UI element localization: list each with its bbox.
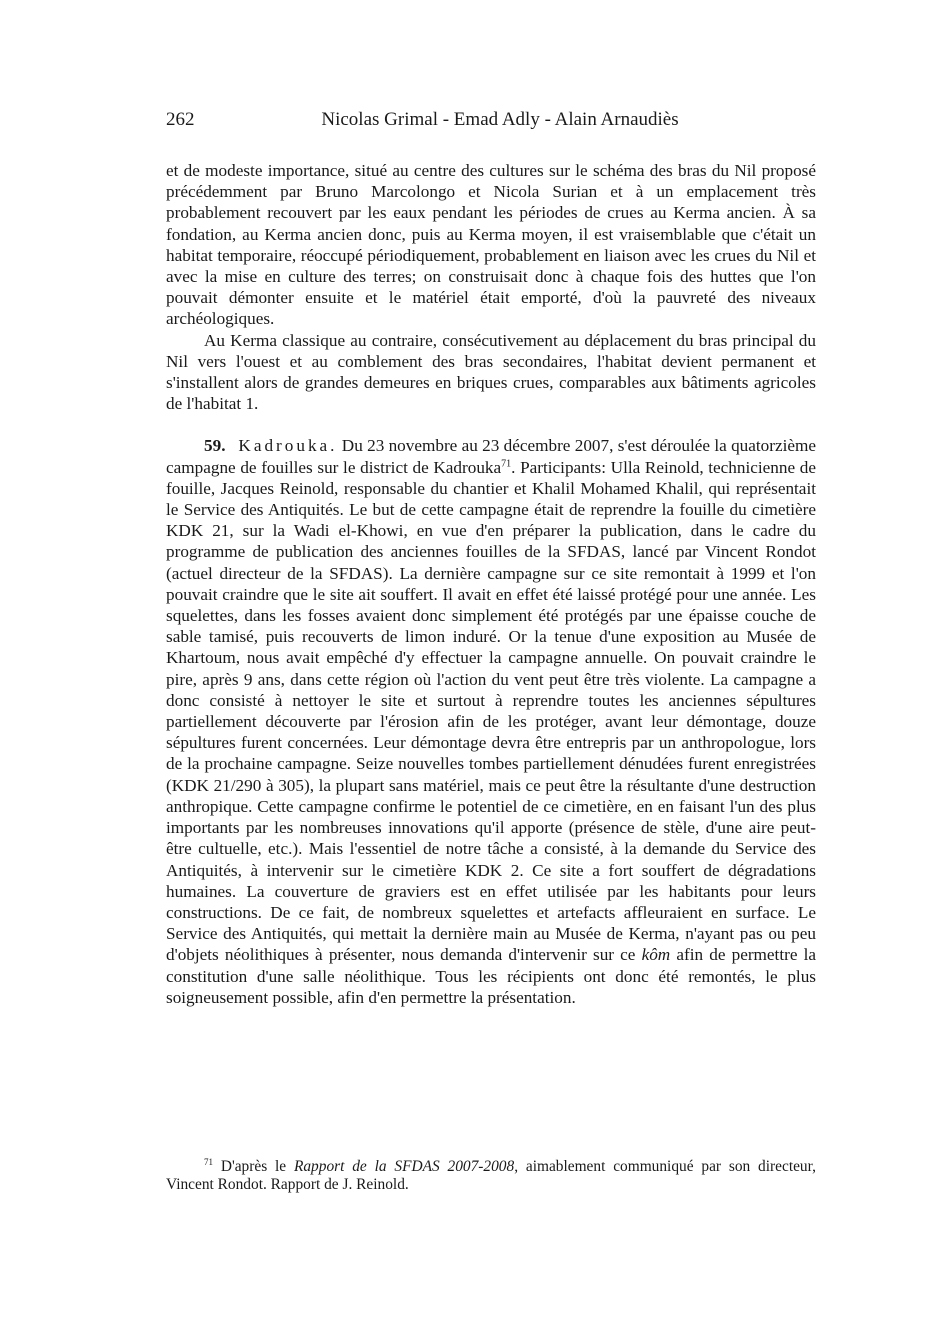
page-number: 262: [166, 109, 195, 130]
section-number: 59.: [204, 436, 226, 456]
footnote-reference[interactable]: 71: [501, 457, 512, 469]
footnote-report-title: Rapport de la SFDAS 2007-2008: [293, 1158, 515, 1176]
paragraph-2: Au Kerma classique au contraire, consécutivement au déplacement du bras principal du Nil vers l'ouest et au comblement des bras secondaires, l'habitat devient permanent et s'installent alors de grandes demeures en briques crues, comparables aux bâtiments agricoles de l'habitat 1.: [166, 330, 816, 414]
body-text: [166, 160, 816, 1008]
footnote-71: [166, 1158, 816, 1194]
footnote-text-2: , aimablement communiqué par son directeur, Vincent Rondot. Rapport de J. Reinold.: [166, 1158, 816, 1194]
kom-term: kôm: [641, 945, 671, 965]
footnote-text-1: D'après le: [213, 1158, 294, 1176]
running-title: Nicolas Grimal - Emad Adly - Alain Arnaudiès: [321, 109, 679, 130]
section-text-1: Du 23 novembre au 23 décembre 2007, s'est déroulée la quatorzième campagne de fouilles sur le district de Kadrouka: [166, 436, 817, 477]
section-title: Kadrouka.: [238, 436, 338, 456]
section-text-2: . Participants: Ulla Reinold, technicienne de fouille, Jacques Reinold, responsable du chantier et Khalil Mohamed Khalil, qui représentait le Service des Antiquités. Le but de cette campagne était de reprendre la fouille du cimetière KDK 21, sur la Wadi el-Khowi, en vue d'en préparer la publication, dans le cadre du programme de publication des anciennes fouilles de la SFDAS, lancé par Vincent Rondot (actuel directeur de la SFDAS). La dernière campagne sur ce site remontait à 1999 et l'on pouvait craindre que le site ait souffert. Il avait en effet été laissé protégé pour une année. Les squelettes, dans les fosses avaient donc simplement été protégés par une épaisse couche de sable tamisé, puis recouverts de limon induré. Or la tenue d'une exposition au Musée de Khartoum, nous avait empêché d'y effectuer la campagne annuelle. On pouvait craindre le pire, après 9 ans, dans cette région où l'action du vent peut être très violente. La campagne a donc consisté à nettoyer le site et surtout à reprendre toutes les anciennes sépultures partiellement découverte par l'érosion afin de les protéger, avant leur démontage, douze sépultures furent concernées. Leur démontage devra être entrepris par un anthropologue, lors de la prochaine campagne. Seize nouvelles tombes partiellement dénudées furent enregistrées (KDK 21/290 à 305), la plupart sans matériel, mais ce peut être la résultante d'une destruction anthropique. Cette campagne confirme le potentiel de ce cimetière, en en faisant l'un des plus importants par les nombreuses innovations qu'il apporte (présence de stèle, d'une aire peut-être cultuelle, etc.). Mais l'essentiel de notre tâche a consisté, à la demande du Service des Antiquités, à intervenir sur le cimetière KDK 2. Ce site a fort souffert de dégradations humaines. La couverture de graviers est en effet utilisée par les habitants pour leurs constructions. De ce fait, de nombreux squelettes et artefacts affleuraient en surface. Le Service des Antiquités, qui mettait la dernière main au Musée de Kerma, n'ayant pas ou peu d'objets néolithiques à présenter, nous demanda d'intervenir sur ce: [166, 457, 816, 965]
paragraph-1: et de modeste importance, situé au centre des cultures sur le schéma des bras du Nil proposé précédemment par Bruno Marcolongo et Nicola Surian et à un emplacement très probablement recouvert par les eaux pendant les périodes de crues au Kerma ancien. À sa fondation, au Kerma ancien donc, puis au Kerma moyen, il est vraisemblable que c'était un habitat temporaire, réoccupé périodiquement, probablement en liaison avec les crues du Nil et avec la mise en culture des terres; on construisait donc à chaque fois des huttes que l'on pouvait démonter ensuite et le matériel était emporté, d'où la pauvreté des niveaux archéologiques.: [166, 161, 816, 329]
footnote-number: 71: [204, 1157, 213, 1168]
running-head: [166, 109, 816, 133]
section-text-3: afin de permettre la constitution d'une salle néolithique. Tous les récipients ont donc été remontés, le plus soigneusement possible, afin d'en permettre la présentation.: [166, 945, 816, 1007]
section-59-paragraph: [166, 435, 816, 1007]
